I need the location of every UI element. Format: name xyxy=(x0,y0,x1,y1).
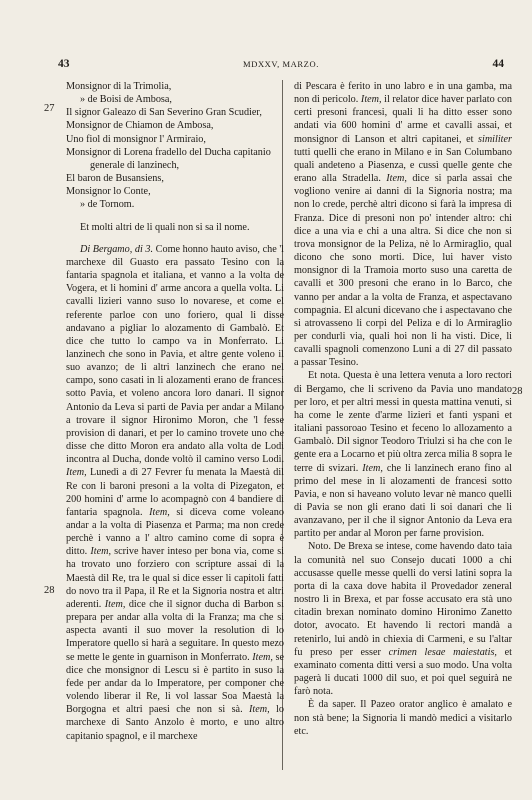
running-title: MDXXV, MARZO. xyxy=(243,59,319,69)
text-line: Uno fiol di monsignor l' Armiraio, xyxy=(66,133,206,145)
paragraph-pazeo: È da saper. Il Pazeo orator anglico è amalato e non stà bene; la Signoria li mandò medici a visitarlo etc. xyxy=(294,699,512,737)
paragraph-nota: Et nota. Questa è una lettera venuta a loro rectori di Bergamo, che li scriveno da Pavia uno mandato per loro, et per altri messi in questa mattina venuti, si ha come le zente d'arme lizieri et fanti yspani et italiani passoroao Tesino et feceno lo allozamento a Gambalò. Dil signor Teodoro Triulzi si ha che con le gente era a Locarno et più oltra zerca milia 8 sopra le terre di svizari. Item, che li lanzinech erano fino al primo del mese in li alozamenti de francesi sotto Pavia, e non si haveano voluto levar nè manco quelli di Pavia se non gli erano dati li soi danari che li avanzavano, per il che il signor Antonio da Leva era partito per andar al Moron per farne provision. xyxy=(294,370,512,540)
paragraph-brexa: Noto. De Brexa se intese, come havendo dato taia la comunità nel suo Consejo ducati 1000 a chi accusasse quelle messe quelli do versi latini sopra la porta di la caxa dove habita il Provedador zeneral nostro lì in Brexa, et par fosse accusato era stà uno citadin brexan nominato domino Hironimo Zanetto dotor, avocato. Et havendo li rectori mandà a retenirlo, lui andò in chiexia di Carmeni, e su l'altar fu preso per esser crimen lesae maiestatis, et examinato comenta ditti versi a suo modo. Una volta pagerà li ducati 1000 dil suo, et poi quel seguirà ne farò nota. xyxy=(294,541,512,698)
text-line: » de Tornom. xyxy=(80,199,135,211)
paragraph: Et molti altri de li quali non si sa il nome. xyxy=(80,221,250,233)
page-number-right: 44 xyxy=(492,58,504,70)
text-line: » de Boisi de Ambosa, xyxy=(80,94,172,106)
text-line: Monsignor lo Conte, xyxy=(66,186,151,198)
left-column xyxy=(66,80,284,743)
margin-number-left-28: 28 xyxy=(44,585,55,596)
page-header xyxy=(58,58,504,74)
right-column xyxy=(294,80,512,738)
paragraph-bergamo: Di Bergamo, di 3. Come honno hauto aviso, che 'l marchexe dil Guasto era passato Tesino con la fantaria spagnola et italiana, et vanno a la volta de Vogera, et li homini d' arme ancora a quella volta. Li cavalli lizieri vanno suso lo novarese, et come el referente parloe con uno foriero, qual li disse andavano a pigliar lo alozamento di Gambalò. Et dice che tutto lo campo va in Monferrato. Li lanzinech che sono in Pavia, et altre gente voleno il suo avanzo; de li altri lanzinech che erano nel campo, sono casati in li alozamenti erano de francesi sotto Pavia, et voleno ancora loro danari. Il signor Antonio da Leva si parti de Pavia per andar a Milano a trovare il signor Hironimo Moron, che 'l fesse provision di danari, et per lo camino trovete uno che disse che ditto Moron era andato alla volta de Lodi incontra al Ducha, donde voltò il camino verso Lodi. Item, Lunedì a dì 27 Fevrer fu menata la Maestà dil Re con li baroni presoni a la volta di Pizegaton, et 200 homini d' arme lo acompagnò con 4 bandiere di fantaria spagnola. Item, si diceva come voleano andar a la volta di Piasenza et Parma; ma non crede perchè i vanno a l' altro camino come di sopra è ditto. Item, scrive haver inteso per bona via, come si ha trovato uno forziero con scripture assai di la Maestà dil Re, tra le qual si dice esser li capitoli fatti do novo tra il Papa, il Re et la Signoria nostra et altri aderenti. Item, dice che il signor ducha di Barbon si prepara per andar alla volta di la Franza; ma che si aspecta avanti il suo mover la resolution di lo Imperatore quello si harà a seguitare. In questo mezo se mette le gente in guarnison in Monferrato. Item, se dice che monsignor di Lescu si è partito in suso la fede per andar da lo Imperatore, per componer che volendo liberar il Re, li vol lassar Soa Maestà la Borgogna et altri paesi che non si sà. Item, lo marchexe di Santo Anzolo è morto, e uno altro capitanio spagnol, e il marchexe xyxy=(66,243,284,742)
text-line: Il signor Galeazo di San Severino Gran Scudier, xyxy=(66,107,262,119)
text-line: Monsignor de Chiamon de Ambosa, xyxy=(66,120,214,132)
text-line: Monsignor di Lorena fradello del Ducha capitanio xyxy=(66,146,271,158)
text-line: Monsignor di la Trimolia, xyxy=(66,81,172,92)
margin-number-left-27: 27 xyxy=(44,103,55,114)
margin-number-right-28: 28 xyxy=(512,386,523,397)
dateline: Di Bergamo, di 3. xyxy=(80,243,154,255)
paragraph-pescara: di Pescara è ferito in uno labro e in una gamba, ma non di pericolo. Item, il relator dice haver parlato con certi presoni francesi, quali li ha ditto esser sono andati via 600 homini d' arme et cavalli assai, et monsignor di Lanson et altri capitanei, et similiter tutti quelli che erano in Milano e in San Columbano quali andeteno a Piasenza, e cussì quelle gente che erano alla Stradella. Item, dice si parla assai che vogliono venire ai danni di la Signoria nostra; ma non lo crede, perchè altri dicono si farà la impresa di Franza. Dice di presoni non po' intender altro: chi dice a una via e chi a una altra. Si dice che non si trova monsignor de la Peliza, nè lo Armiraglio, qual dicono che sono morti. Dice, lui haver visto monsignor di la Tramoia morto suso una caretta de cavalli et 300 presoni che erano in lo Barco, che vanno per andar a la volta de Franza, et aspectavano compagnia. El alcuni dicevano che i aspectavano che si atrovasseno li corpi del Peliza e di lo Armiraglio per condurli via, quali hoi non li ha visti. Dice, li cavalli spagnoli comenzono Luni a di 27 dil passato a passar Tesino. xyxy=(294,81,512,369)
text-line: El baron de Busansiens, xyxy=(66,173,164,185)
text-line: generale di lanzinech, xyxy=(90,159,180,171)
page-number-left: 43 xyxy=(58,58,70,70)
